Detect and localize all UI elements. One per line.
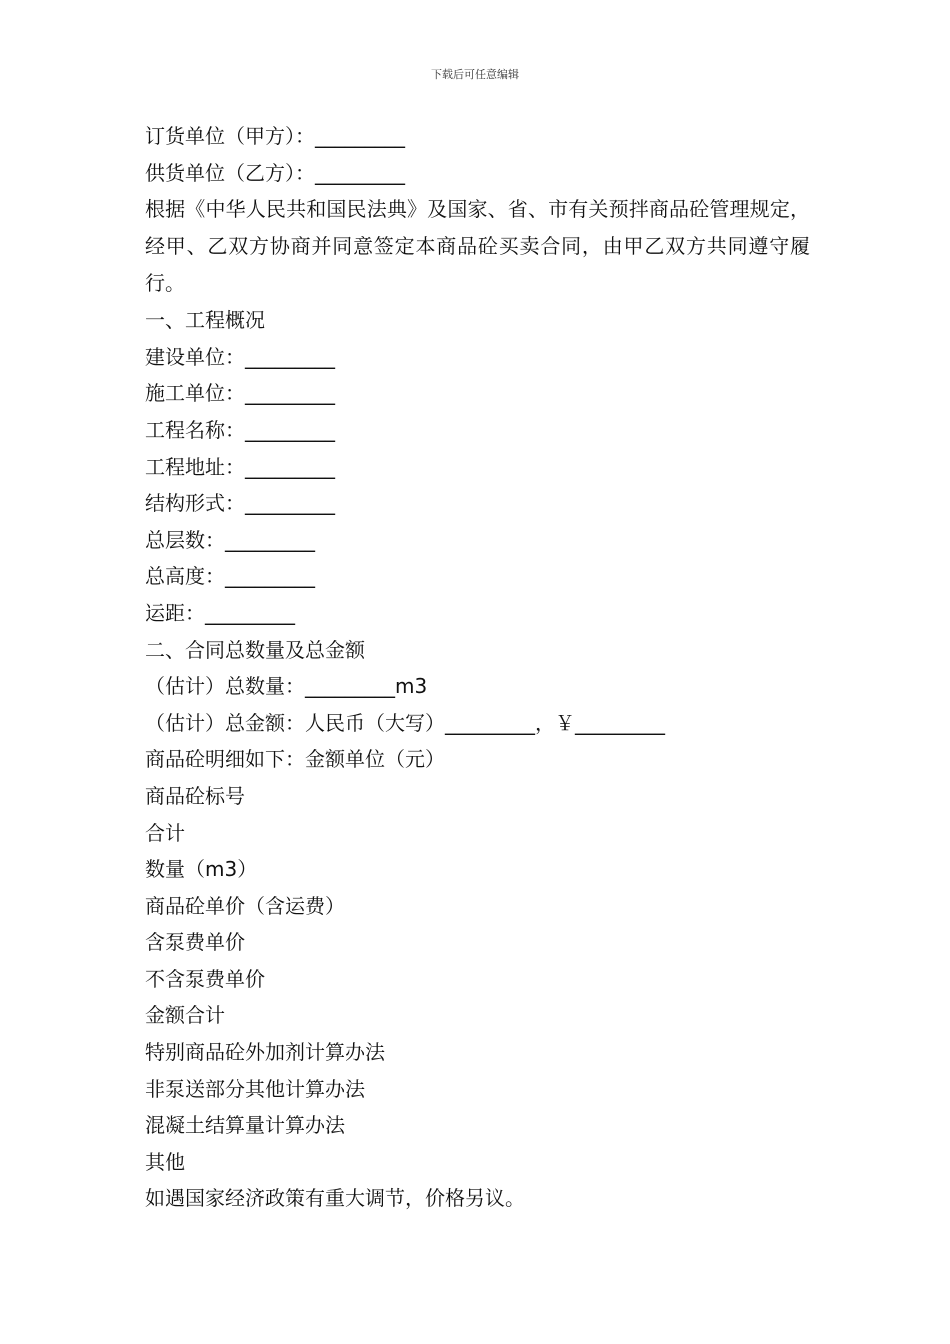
project-field	[145, 595, 810, 632]
field-value: _________	[205, 600, 295, 625]
intro-paragraph: 根据《中华人民共和国民法典》及国家、省、市有关预拌商品砼管理规定，经甲、乙双方协商并同意签定本商品砼买卖合同，由甲乙双方共同遵守履行。	[145, 197, 810, 296]
project-field	[145, 558, 810, 595]
field-label: 总高度：	[145, 564, 225, 589]
field-label: 结构形式：	[145, 491, 245, 516]
field-label: 工程地址：	[145, 454, 245, 479]
project-field	[145, 522, 810, 559]
field-value: _________	[245, 417, 335, 442]
field-value: _________	[225, 564, 315, 589]
buyer-label: 订货单位（甲方）：	[145, 124, 315, 148]
section1-title: 一、工程概况	[145, 308, 265, 333]
field-label: 工程名称：	[145, 417, 245, 442]
detail-item: 不含泵费单价	[145, 966, 265, 991]
amount-value-numeric: _________	[575, 710, 665, 735]
quantity-label: （估计）总数量：	[145, 674, 305, 699]
detail-item: 含泵费单价	[145, 930, 245, 955]
detail-item: 特别商品砼外加剂计算办法	[145, 1040, 385, 1065]
field-label: 总层数：	[145, 527, 225, 552]
detail-item: 商品砼标号	[145, 783, 245, 808]
quantity-value: _________	[305, 674, 395, 699]
seller-line	[145, 155, 810, 192]
field-value: _________	[245, 344, 335, 369]
detail-item: 合计	[145, 820, 185, 845]
project-field	[145, 485, 810, 522]
detail-item: 如遇国家经济政策有重大调节，价格另议。	[145, 1186, 525, 1211]
project-field	[145, 375, 810, 412]
contract-body	[145, 118, 810, 1217]
quantity-unit: m3	[395, 674, 428, 699]
field-label: 运距：	[145, 600, 205, 625]
seller-label: 供货单位（乙方）：	[145, 160, 315, 185]
project-field	[145, 449, 810, 486]
amount-value: _________	[445, 710, 535, 735]
detail-item: 商品砼单价（含运费）	[145, 893, 345, 918]
field-value: _________	[245, 454, 335, 479]
detail-item: 非泵送部分其他计算办法	[145, 1076, 365, 1101]
detail-item: 其他	[145, 1149, 185, 1174]
detail-item: 金额合计	[145, 1003, 225, 1028]
amount-separator: ，￥	[535, 710, 575, 735]
amount-line	[145, 705, 810, 742]
buyer-value: _________	[315, 124, 405, 148]
section2-title: 二、合同总数量及总金额	[145, 637, 365, 662]
field-label: 施工单位：	[145, 381, 245, 406]
detail-item: 混凝土结算量计算办法	[145, 1113, 345, 1138]
project-field	[145, 339, 810, 376]
amount-label: （估计）总金额：人民币（大写）	[145, 710, 445, 735]
field-label: 建设单位：	[145, 344, 245, 369]
quantity-line	[145, 668, 810, 705]
field-value: _________	[245, 381, 335, 406]
seller-value: _________	[315, 160, 405, 185]
buyer-line	[145, 118, 810, 155]
field-value: _________	[245, 491, 335, 516]
project-field	[145, 412, 810, 449]
detail-title: 商品砼明细如下：金额单位（元）	[145, 747, 445, 772]
field-value: _________	[225, 527, 315, 552]
detail-item: 数量（m3）	[145, 857, 258, 882]
page-header-note: 下载后可任意编辑	[431, 68, 519, 81]
